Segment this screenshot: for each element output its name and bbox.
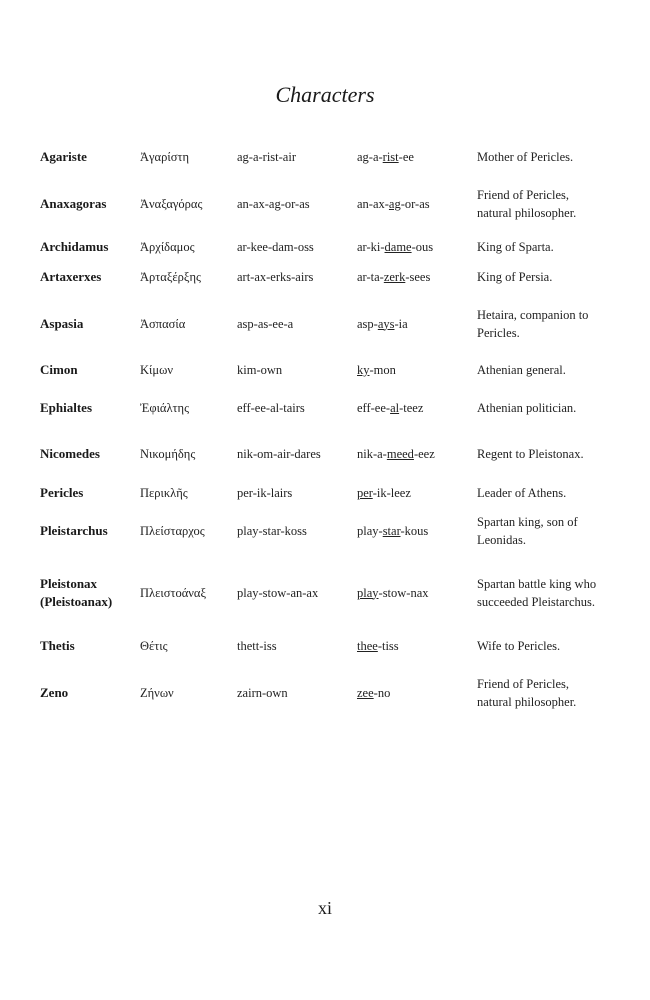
syllable-part: -sees (405, 270, 431, 284)
character-name: Pleistonax (Pleistoanax) (40, 575, 113, 609)
character-table-body (40, 138, 600, 725)
syllable-part: play- (357, 524, 383, 538)
syllable-part: -ee (398, 150, 414, 164)
character-greek-name: Ἀρχίδαμος (140, 240, 195, 254)
character-name: Ephialtes (40, 399, 93, 415)
syllable-part: -kous (400, 524, 429, 538)
character-row (40, 176, 600, 232)
character-description: Friend of Pericles, natural philosopher. (477, 188, 577, 220)
page-title: Characters (275, 82, 375, 107)
character-pronunciation-english (357, 292, 477, 355)
stressed-syllable: play (357, 585, 379, 600)
stressed-syllable: meed (386, 447, 414, 461)
character-name: Agariste (40, 149, 87, 164)
character-description: Friend of Pericles, natural philosopher. (477, 677, 577, 709)
syllable-part: eff-ee- (357, 400, 391, 415)
character-row (40, 478, 600, 508)
character-name: Cimon (40, 362, 78, 377)
character-pronunciation-greek: play-star-koss (237, 524, 307, 538)
character-pronunciation-greek: nik-om-air-dares (237, 447, 321, 461)
character-pronunciation-greek: asp-as-ee-a (237, 316, 294, 331)
character-description: Wife to Pericles. (477, 639, 561, 653)
stressed-syllable: thee (357, 639, 378, 653)
character-name: Archidamus (40, 239, 109, 254)
character-row (40, 508, 600, 554)
character-pronunciation-english (357, 355, 477, 385)
character-description: Mother of Pericles. (477, 150, 574, 164)
character-pronunciation-english (357, 232, 477, 262)
character-pronunciation-english (357, 508, 477, 554)
character-pronunciation-english (357, 176, 477, 232)
character-name: Pleistarchus (40, 523, 108, 538)
syllable-part: an-ax- (357, 197, 389, 211)
character-description: King of Sparta. (477, 240, 554, 254)
character-name: Nicomedes (40, 446, 100, 461)
character-name: Zeno (40, 685, 69, 700)
character-pronunciation-greek: thett-iss (237, 639, 277, 653)
character-row (40, 262, 600, 292)
character-pronunciation-english (357, 138, 477, 176)
character-pronunciation-english (357, 631, 477, 661)
character-pronunciation-english (357, 430, 477, 478)
character-name: Pericles (40, 485, 84, 500)
character-greek-name: Ἀγαρίστη (140, 150, 189, 164)
character-pronunciation-greek: kim-own (237, 363, 283, 377)
character-pronunciation-english (357, 385, 477, 430)
character-pronunciation-greek: art-ax-erks-airs (237, 270, 314, 284)
character-row (40, 385, 600, 430)
syllable-part: ag-a- (357, 150, 383, 164)
syllable-part: asp- (357, 316, 378, 331)
stressed-syllable: zerk (383, 270, 406, 284)
character-greek-name: Ζήνων (140, 686, 174, 700)
character-greek-name: Πλείσταρχος (140, 524, 205, 538)
character-description: Athenian politician. (477, 400, 577, 415)
page-number: xi (317, 898, 332, 918)
character-row (40, 554, 600, 631)
character-description: King of Persia. (477, 270, 553, 284)
character-row (40, 138, 600, 176)
character-greek-name: Νικομήδης (140, 447, 196, 461)
character-row (40, 430, 600, 478)
stressed-syllable: ag (388, 197, 401, 211)
syllable-part: -stow-nax (378, 585, 429, 600)
syllable-part: -teez (399, 400, 424, 415)
character-row (40, 232, 600, 262)
syllable-part: nik-a- (357, 447, 387, 461)
stressed-syllable: dame (384, 240, 412, 254)
syllable-part: -mon (369, 363, 396, 377)
syllable-part: ar-ta- (357, 270, 384, 284)
character-description: Spartan battle king who succeeded Pleistarchus. (477, 576, 597, 609)
character-row (40, 355, 600, 385)
character-pronunciation-english (357, 478, 477, 508)
syllable-part: -or-as (400, 197, 430, 211)
stressed-syllable: zee (357, 686, 374, 700)
syllable-part: -eez (413, 447, 435, 461)
stressed-syllable: rist (382, 150, 399, 164)
character-greek-name: Θέτις (140, 639, 168, 653)
syllable-part: -ous (411, 240, 434, 254)
character-pronunciation-greek: zairn-own (237, 686, 288, 700)
stressed-syllable: ky (357, 363, 370, 377)
character-row (40, 661, 600, 725)
character-greek-name: Ἀναξαγόρας (140, 197, 203, 211)
character-pronunciation-greek: per-ik-lairs (237, 486, 293, 500)
character-greek-name: Ἀσπασία (140, 316, 186, 331)
character-greek-name: Ἐφιάλτης (140, 400, 190, 415)
character-description: Leader of Athens. (477, 486, 567, 500)
syllable-part: -ia (394, 316, 408, 331)
stressed-syllable: ays (377, 316, 395, 331)
stressed-syllable: star (382, 524, 401, 538)
syllable-part: -tiss (377, 639, 399, 653)
syllable-part: -ik-leez (372, 486, 411, 500)
character-greek-name: Πλειστοάναξ (140, 585, 207, 600)
character-greek-name: Ἀρταξέρξης (140, 270, 201, 284)
character-pronunciation-english (357, 554, 477, 631)
character-row (40, 292, 600, 355)
character-pronunciation-greek: ar-kee-dam-oss (237, 240, 314, 254)
character-description: Athenian general. (477, 363, 566, 377)
character-pronunciation-greek: play-stow-an-ax (237, 585, 319, 600)
character-pronunciation-greek: ag-a-rist-air (237, 150, 296, 164)
character-table (40, 138, 600, 725)
character-pronunciation-english (357, 262, 477, 292)
character-pronunciation-english (357, 661, 477, 725)
character-description: Hetaira, companion to Pericles. (477, 307, 589, 340)
character-greek-name: Κίμων (140, 363, 173, 377)
character-name: Aspasia (40, 315, 84, 331)
character-pronunciation-greek: an-ax-ag-or-as (237, 197, 310, 211)
character-greek-name: Περικλῆς (140, 486, 188, 500)
syllable-part: -no (373, 686, 391, 700)
character-description: Regent to Pleistonax. (477, 447, 584, 461)
character-pronunciation-greek: eff-ee-al-tairs (237, 400, 305, 415)
stressed-syllable: per (357, 486, 373, 500)
character-row (40, 631, 600, 661)
stressed-syllable: al (390, 400, 400, 415)
character-name: Anaxagoras (40, 196, 107, 211)
syllable-part: ar-ki- (357, 240, 385, 254)
character-description: Spartan king, son of Leonidas. (477, 515, 578, 547)
character-name: Thetis (40, 638, 75, 653)
character-name: Artaxerxes (40, 269, 102, 284)
